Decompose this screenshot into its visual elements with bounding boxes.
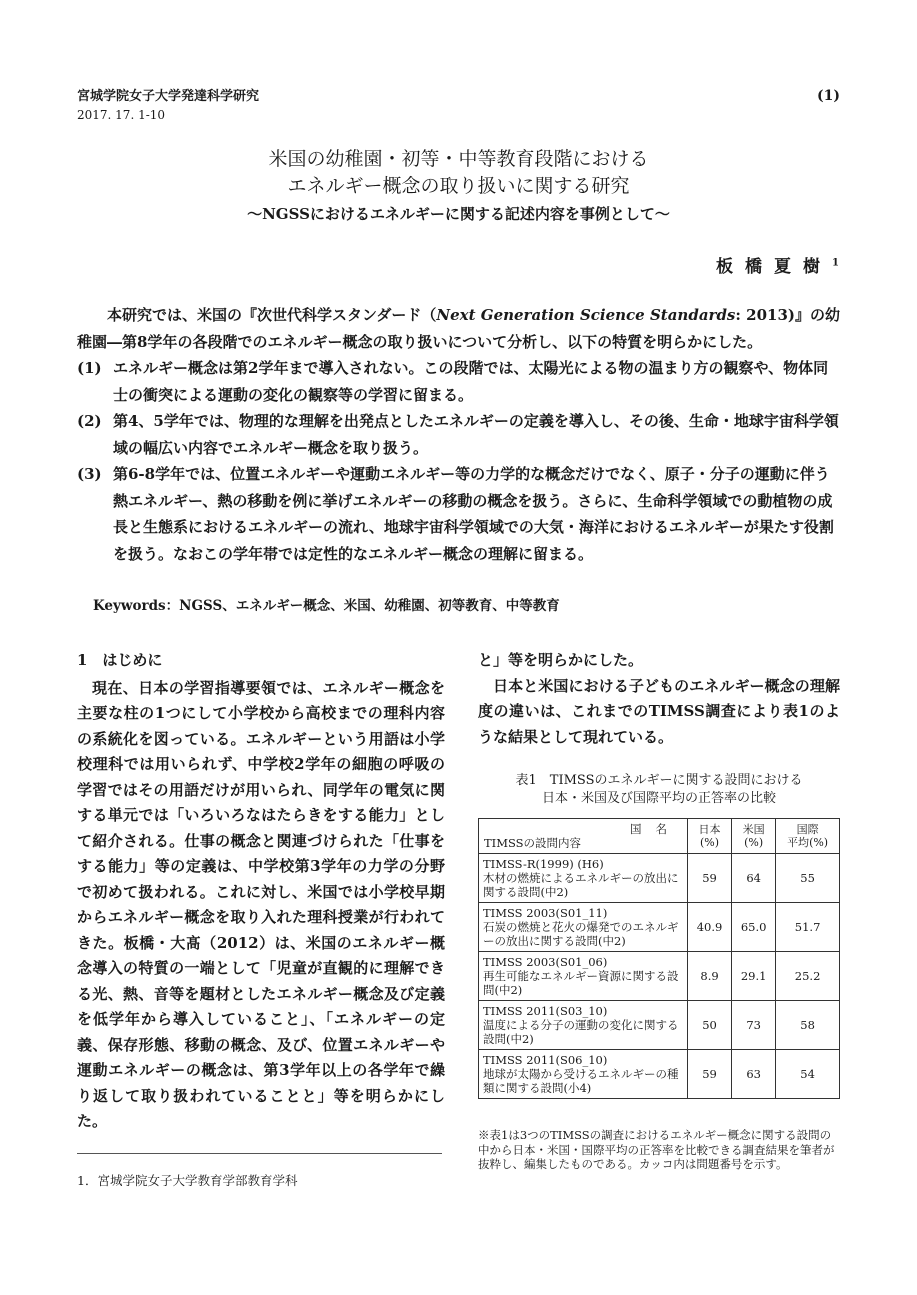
journal-name: 宮城学院女子大学発達科学研究 xyxy=(77,89,260,104)
abstract-item-text: エネルギー概念は第2学年まで導入されない。この段階では、太陽光による物の温まり方の観察や、物体同士の衝突による運動の変化の観察等の学習に留まる。 xyxy=(113,359,829,404)
paper-title xyxy=(0,146,917,200)
header-japan xyxy=(688,819,732,854)
abstract xyxy=(77,302,842,567)
header-unit: (%) xyxy=(700,836,720,849)
abstract-intro-post: : 2013)』の幼稚園―第8学年の各段階でのエネルギー概念の取り扱いについて分析し、以下の特質を明らかにした。 xyxy=(77,306,840,351)
continued-text: と」等を明らかにした。 xyxy=(478,651,644,669)
left-column xyxy=(77,648,445,1135)
row-description xyxy=(479,952,688,1001)
section-heading: 1 はじめに xyxy=(77,651,163,669)
abstract-item-text: 第6-8学年では、位置エネルギーや運動エネルギー等の力学的な概念だけでなく、原子・分子の運動に伴う熱エネルギー、熱の移動を例に挙げエネルギーの移動の概念を扱う。さらに、生命科学領域での動植物の成長と生態系におけるエネルギーの流れ、地球宇宙科学領域での大気・海洋におけるエネルギーが果たす役割を扱う。なおこの学年帯では定性的なエネルギー概念の理解に留まる。 xyxy=(113,465,834,563)
table-row xyxy=(479,1050,840,1099)
row-description xyxy=(479,903,688,952)
header-intl-label: 国際 xyxy=(796,823,819,836)
title-line-2: エネルギー概念の取り扱いに関する研究 xyxy=(287,175,630,197)
table-caption xyxy=(478,772,840,808)
title-line-1: 米国の幼稚園・初等・中等教育段階における xyxy=(268,148,649,170)
header-intl-label-2: 平均 xyxy=(787,836,810,849)
table-row xyxy=(479,854,840,903)
abstract-item xyxy=(77,461,842,567)
row-desc: 地球が太陽から受けるエネルギーの種類に関する設問(小4) xyxy=(483,1067,679,1095)
cell-japan: 59 xyxy=(688,854,732,903)
header-item: TIMSSの設問内容 xyxy=(484,836,582,850)
abstract-item xyxy=(77,355,842,408)
cell-japan: 59 xyxy=(688,1050,732,1099)
section-paragraph-2: 日本と米国における子どものエネルギー概念の理解度の違いは、これまでのTIMSS調査により表1のような結果として現れている。 xyxy=(478,676,840,746)
cell-intl: 54 xyxy=(776,1050,840,1099)
right-column xyxy=(478,648,840,750)
header-us xyxy=(732,819,776,854)
abstract-item-number: (3) xyxy=(77,465,102,483)
table-row xyxy=(479,1001,840,1050)
row-desc: 石炭の燃焼と花火の爆発でのエネルギーの放出に関する設問(中2) xyxy=(483,920,679,948)
journal-volume: 2017. 17. 1-10 xyxy=(77,108,166,122)
cell-japan: 40.9 xyxy=(688,903,732,952)
row-code: TIMSS 2011(S03_10) xyxy=(483,1004,608,1018)
row-description xyxy=(479,1050,688,1099)
row-description xyxy=(479,854,688,903)
row-description xyxy=(479,1001,688,1050)
page-number: (1) xyxy=(817,88,840,104)
cell-us: 63 xyxy=(732,1050,776,1099)
section-body: 現在、日本の学習指導要領では、エネルギー概念を主要な柱の1つにして小学校から高校までの理科内容の系統化を図っている。エネルギーという用語は小学校理科では用いられず、中学校2学年の細胞の呼吸の学習ではその用語だけが用いられ、同学年の電気に関する単元では「いろいろなはたらきをする能力」として紹介される。仕事の概念と関連づけられた「仕事をする能力」等の定義は、中学校第3学年の力学の分野で初めて扱われる。これに対し、米国では小学校早期からエネルギー概念を取り入れた理科授業が行われてきた。板橋・大髙（2012）は、米国のエネルギー概念導入の特質の一端として「児童が直観的に理解できる光、熱、音等を題材としたエネルギー概念及び定義を低学年から導入していること」、「エネルギーの定義、保存形態、移動の概念、及び、位置エネルギーや運動エネルギーの概念は、第3学年以上の各学年で繰り返して取り扱われていることと」等を明らかにした。 xyxy=(77,678,445,1130)
row-desc: 木材の燃焼によるエネルギーの放出に関する設問(中2) xyxy=(483,871,679,899)
header-unit: (%) xyxy=(809,836,829,849)
cell-intl: 25.2 xyxy=(776,952,840,1001)
table-header-row xyxy=(479,819,840,854)
journal-info xyxy=(77,88,259,124)
table-row xyxy=(479,903,840,952)
author xyxy=(716,252,839,277)
cell-us: 29.1 xyxy=(732,952,776,1001)
abstract-item-number: (1) xyxy=(77,359,102,377)
cell-japan: 50 xyxy=(688,1001,732,1050)
footnote-divider xyxy=(77,1153,442,1154)
cell-intl: 55 xyxy=(776,854,840,903)
cell-us: 65.0 xyxy=(732,903,776,952)
abstract-intro-pre: 本研究では、米国の『次世代科学スタンダード（ xyxy=(107,306,437,324)
table-row xyxy=(479,952,840,1001)
header-japan-label: 日本 xyxy=(698,823,721,836)
abstract-intro xyxy=(77,302,842,355)
abstract-item-number: (2) xyxy=(77,412,102,430)
timss-table xyxy=(478,818,840,1099)
abstract-item-text: 第4、5学年では、物理的な理解を出発点としたエネルギーの定義を導入し、その後、生命・地球宇宙科学領域の幅広い内容でエネルギー概念を取り扱う。 xyxy=(113,412,839,457)
footnote: 1．宮城学院女子大学教育学部教育学科 xyxy=(77,1173,298,1188)
cell-intl: 51.7 xyxy=(776,903,840,952)
row-code: TIMSS 2003(S01_06) xyxy=(483,955,608,969)
row-desc: 温度による分子の運動の変化に関する設問(中2) xyxy=(483,1018,679,1046)
table-header-corner xyxy=(479,819,688,854)
table-note: ※表1は3つのTIMSSの調査におけるエネルギー概念に関する設問の中から日本・米国・国際平均の正答率を比較できる調査結果を筆者が抜粋し、編集したものである。カッコ内は問題番号を示す。 xyxy=(478,1128,835,1171)
abstract-item xyxy=(77,408,842,461)
header-us-label: 米国 xyxy=(742,823,765,836)
table-caption-line-1: 表1 TIMSSのエネルギーに関する設問における xyxy=(515,773,803,788)
author-footnote-mark: 1 xyxy=(832,257,839,269)
header-unit: (%) xyxy=(744,836,764,849)
cell-us: 64 xyxy=(732,854,776,903)
paper-subtitle: ～NGSSにおけるエネルギーに関する記述内容を事例として～ xyxy=(247,205,670,223)
row-code: TIMSS 2003(S01_11) xyxy=(483,906,608,920)
keywords: Keywords：NGSS、エネルギー概念、米国、幼稚園、初等教育、中等教育 xyxy=(93,598,560,614)
row-code: TIMSS 2011(S06_10) xyxy=(483,1053,608,1067)
author-name: 板橋夏樹 xyxy=(716,257,833,277)
table-caption-line-2: 日本・米国及び国際平均の正答率の比較 xyxy=(541,791,776,806)
abstract-intro-italic: Next Generation Science Standards xyxy=(436,306,736,324)
header-intl xyxy=(776,819,840,854)
header-country: 国名 xyxy=(630,822,681,836)
cell-intl: 58 xyxy=(776,1001,840,1050)
cell-us: 73 xyxy=(732,1001,776,1050)
row-code: TIMSS-R(1999) (H6) xyxy=(483,857,604,871)
cell-japan: 8.9 xyxy=(688,952,732,1001)
row-desc: 再生可能なエネルギー資源に関する設問(中2) xyxy=(483,969,679,997)
